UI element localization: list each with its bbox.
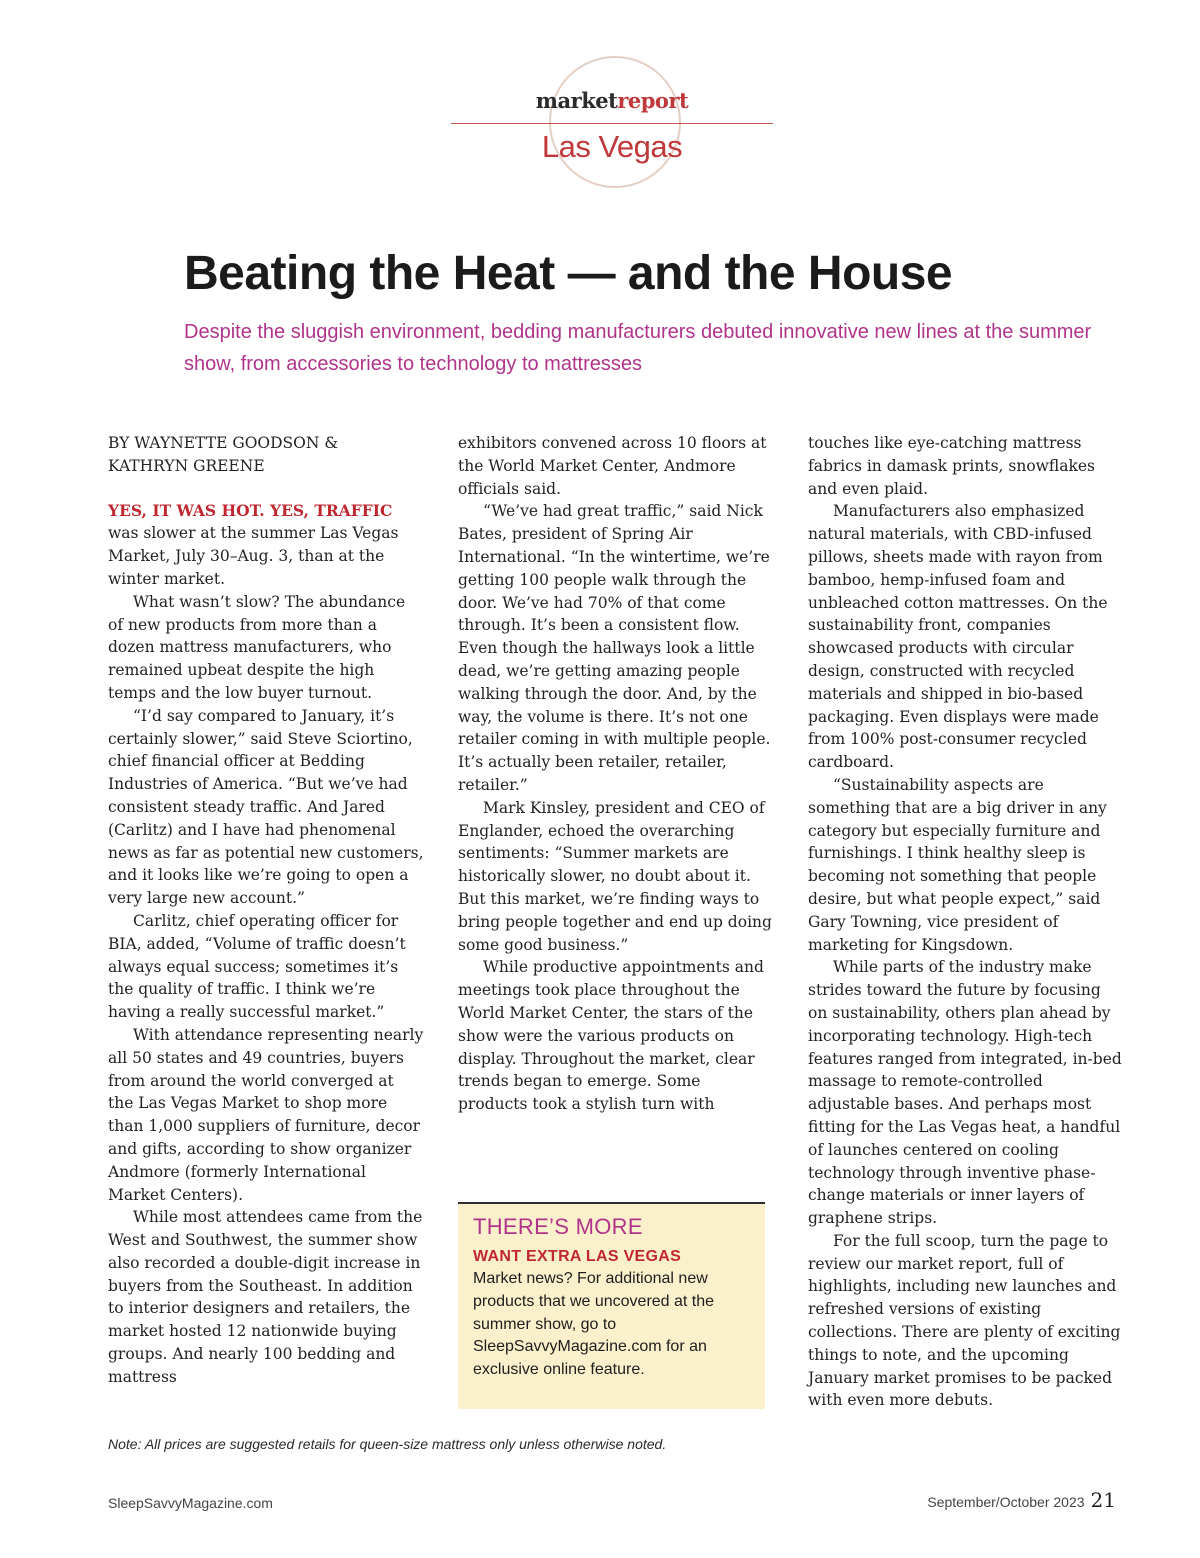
sidebar-box <box>458 1202 765 1409</box>
brand-report: report <box>617 88 689 113</box>
sidebar-body: Market news? For additional new products that we uncovered at the summer show, go to SleepSavvyMagazine.com for an exclusive online feature. <box>473 1270 715 1379</box>
price-note: Note: All prices are suggested retails for queen-size mattress only unless otherwise noted. <box>108 1436 667 1452</box>
paragraph: While productive appointments and meetings took place throughout the World Market Center, the stars of the show were the various products on display. Throughout the market, clear trends began to emerge. Some products took a stylish turn with <box>458 958 764 1114</box>
article-column-3 <box>808 432 1124 1412</box>
section-city: Las Vegas <box>541 129 683 164</box>
footer-issue-block <box>927 1488 1116 1512</box>
brand-market: market <box>535 88 618 113</box>
sidebar-title: THERE’S MORE <box>473 1214 643 1239</box>
byline <box>108 432 424 478</box>
paragraph-continuation: touches like eye-catching mattress fabrics in damask prints, snowflakes and even plaid. <box>808 434 1096 498</box>
section-brand <box>451 88 773 113</box>
paragraph: With attendance representing nearly all 50 states and 49 countries, buyers from around the world converged at the Las Vegas Market to shop more than 1,000 suppliers of furniture, decor and gifts, according to show organizer Andmore (formerly International Market Centers). <box>108 1025 424 1204</box>
paragraph: For the full scoop, turn the page to review our market report, full of highlights, including new launches and refreshed versions of existing collections. There are plenty of exciting things to note, and the upcoming January market promises to be packed with even more debuts. <box>808 1231 1121 1410</box>
byline-line-2: KATHRYN GREENE <box>108 456 265 475</box>
article-column-2 <box>458 432 774 1116</box>
byline-line-1: BY WAYNETTE GOODSON & <box>108 434 339 452</box>
paragraph: Carlitz, chief operating officer for BIA, added, “Volume of traffic doesn’t always equal success; sometimes it’s the quality of traffic. I think we’re having a really successful market.” <box>108 911 406 1022</box>
lead-in: YES, IT WAS HOT. YES, TRAFFIC <box>108 500 393 520</box>
lead-text: was slower at the summer Las Vegas Market, July 30–Aug. 3, than at the winter market. <box>108 524 399 588</box>
paragraph: What wasn’t slow? The abundance of new products from more than a dozen mattress manufacturers, who remained upbeat despite the high temps and the low buyer turnout. <box>108 592 406 702</box>
footer-issue-date: September/October 2023 <box>927 1494 1085 1510</box>
paragraph: “Sustainability aspects are something that are a big driver in any category but especially furniture and furnishings. I think healthy sleep is becoming not something that people desire, but what people expect,” said Gary Towning, vice president of marketing for Kingsdown. <box>808 775 1107 954</box>
sidebar-subtitle: WANT EXTRA LAS VEGAS <box>473 1248 682 1265</box>
article-column-1 <box>108 432 424 1389</box>
paragraph: “I’d say compared to January, it’s certainly slower,” said Steve Sciortino, chief financial officer at Bedding Industries of America. “But we’ve had consistent steady traffic. And Jared (Carlitz) and I have had phenomenal news as far as potential new customers, and it looks like we’re going to open a very large new account.” <box>108 706 424 908</box>
paragraph: Manufacturers also emphasized natural materials, with CBD-infused pillows, sheets made with rayon from bamboo, hemp-infused foam and unbleached cotton mattresses. On the sustainability front, companies showcased products with circular design, constructed with recycled materials and shipped in bio-based packaging. Even displays were made from 100% post-consumer recycled cardboard. <box>808 502 1108 772</box>
page-number: 21 <box>1090 1488 1116 1512</box>
paragraph: While parts of the industry make strides toward the future by focusing on sustainability, others plan ahead by incorporating technology. High-tech features ranged from integrated, in-bed massage to remote-controlled adjustable bases. And perhaps most fitting for the Las Vegas heat, a handful of launches centered on cooling technology through inventive phase-change materials or inner layers of graphene strips. <box>808 958 1122 1228</box>
article-headline: Beating the Heat — and the House <box>184 247 953 300</box>
paragraph: While most attendees came from the West and Southwest, the summer show also recorded a double-digit increase in buyers from the Southeast. In addition to interior designers and retailers, the market hosted 12 nationwide buying groups. And nearly 100 bedding and mattress <box>108 1208 423 1386</box>
lead-paragraph <box>108 500 424 591</box>
header-rule <box>451 123 773 124</box>
footer-website: SleepSavvyMagazine.com <box>108 1495 273 1511</box>
paragraph: “We’ve had great traffic,” said Nick Bates, president of Spring Air International. “In the wintertime, we’re getting 100 people walk through the door. We’ve had 70% of that come through. It’s been a consistent flow. Even though the hallways look a little dead, we’re getting amazing people walking through the door. And, by the way, the volume is there. It’s not one retailer coming in with multiple people. It’s actually been retailer, retailer, retailer.” <box>458 502 771 794</box>
header-emblem-circle <box>549 56 681 188</box>
article-deck: Despite the sluggish environment, bedding manufacturers debuted innovative new lines at the summer show, from accessories to technology to mattresses <box>184 321 1092 375</box>
paragraph-continuation: exhibitors convened across 10 floors at the World Market Center, Andmore officials said. <box>458 434 767 498</box>
paragraph: Mark Kinsley, president and CEO of Englander, echoed the overarching sentiments: “Summer markets are historically slower, no doubt about it. But this market, we’re finding ways to bring people together and end up doing some good business.” <box>458 798 772 954</box>
